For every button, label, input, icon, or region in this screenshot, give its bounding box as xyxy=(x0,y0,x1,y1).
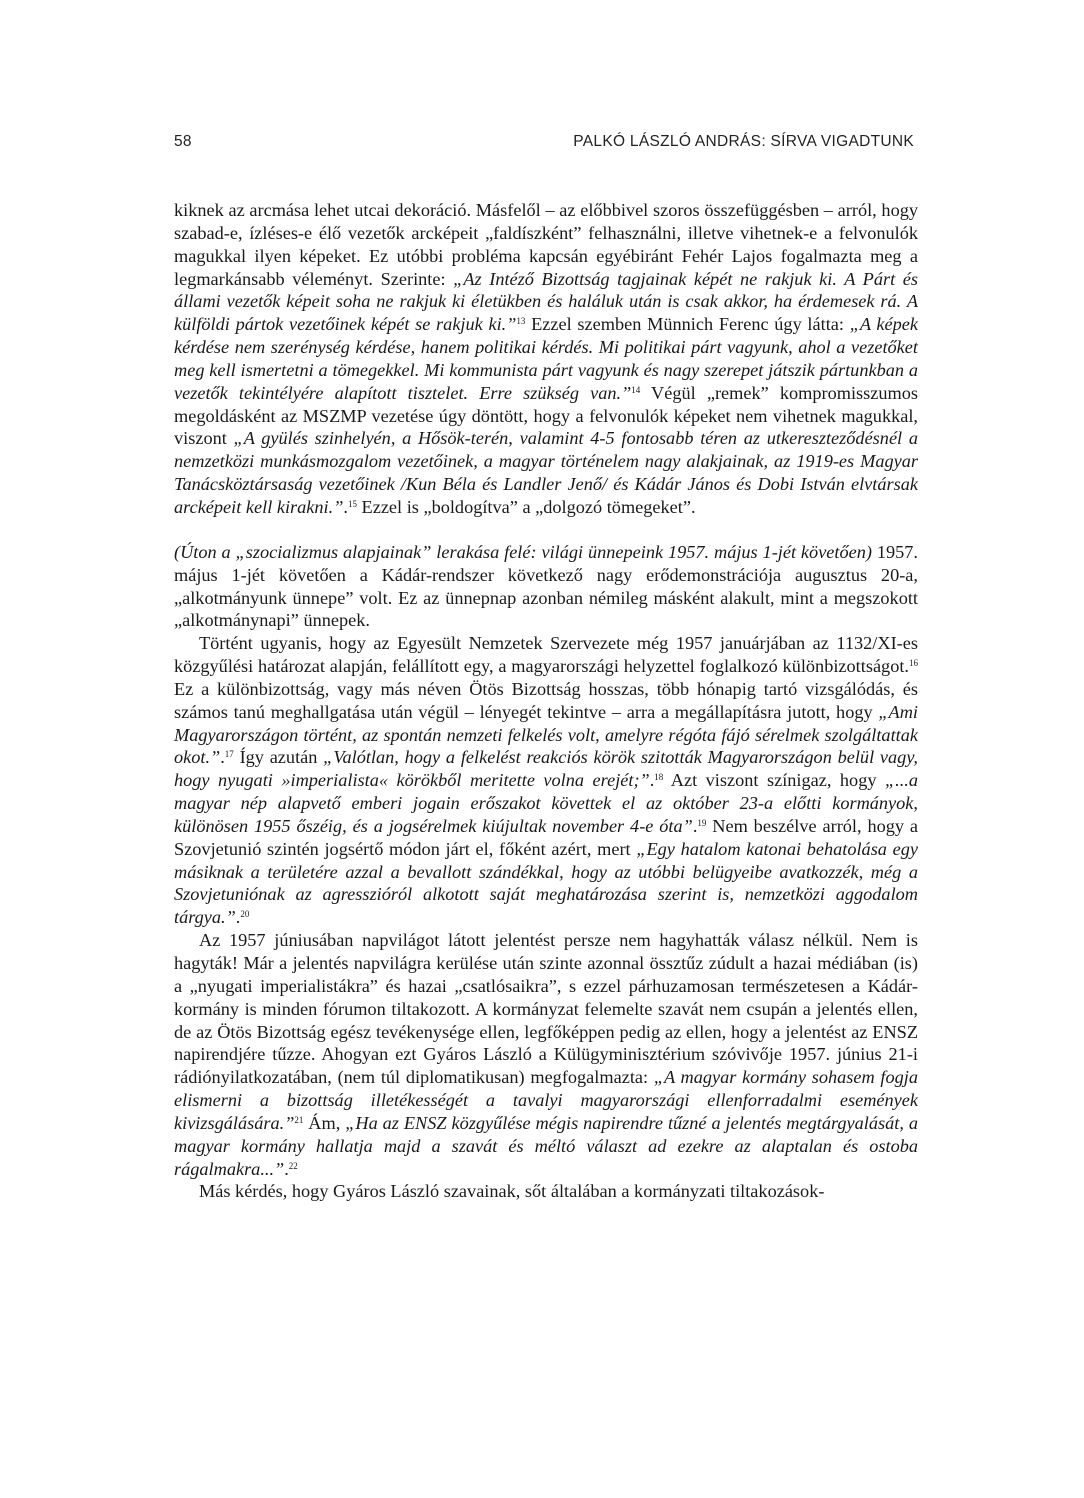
punctuation: . xyxy=(220,747,225,768)
section-heading: (Úton a „szocializmus alapjainak” lerakása felé: világi ünnepeink 1957. május 1-jét követően) xyxy=(174,541,872,562)
footnote-ref-15: 15 xyxy=(347,498,357,509)
quote: „A gyülés szinhelyén, a Hősök-terén, valamint 4-5 fontosabb téren az utkereszteződésnél a nemzetközi munkásmozgalom vezetőinek, a magyar történelem nagy alakjainak, az 1919-es Magyar Tanácsköztársaság vezetőinek /Kun Béla és Landler Jenő/ és Kádár János és Dobi István elvtársak arcképeit kell kirakni.” xyxy=(174,428,918,517)
footnote-ref-16: 16 xyxy=(909,658,918,669)
page-number: 58 xyxy=(174,133,192,150)
text-run: Történt ugyanis, hogy az Egyesült Nemzetek Szervezete még 1957 januárjában az 1132/XI-es közgyűlési határozat alapján, felállított egy, a magyarországi helyzettel foglalkozó különbizottságot. xyxy=(174,633,918,677)
text-run: Végül „remek” kompromisszumos megoldásként az MSZMP vezetése úgy döntött, hogy a felvonulók képeket nem vihetnek magukkal, viszont xyxy=(174,382,918,449)
footnote-ref-14: 14 xyxy=(631,384,641,395)
body-text xyxy=(174,199,918,1203)
text-run: Ezzel szemben Münnich Ferenc úgy látta: xyxy=(525,314,850,335)
paragraph-3 xyxy=(174,632,918,929)
quote: „...a magyar nép alapvető emberi jogain erőszakot követtek el az október 23-a előtti kormányok, különösen 1955 őszéig, és a jogsérelmek kiújultak november 4-e óta” xyxy=(174,770,918,836)
paragraph-4 xyxy=(174,929,918,1180)
paragraph-2 xyxy=(174,541,918,632)
quote: „Valótlan, hogy a felkelést reakciós körök szitották Magyarországon belül vagy, hogy nyugati »imperialista« körökből meritette volna erejét;” xyxy=(174,747,918,791)
footnote-ref-22: 22 xyxy=(288,1160,298,1171)
footnote-ref-19: 19 xyxy=(697,817,707,828)
paragraph-1 xyxy=(174,199,918,519)
text-run: Ám, xyxy=(303,1112,346,1133)
quote: „Egy hatalom katonai behatolása egy másiknak a területére azzal a bevallott szándékkal, hogy az utóbbi belügyeibe avatkozzék, még a Szovjetuniónak az agresszióról alkotott saját meghatározása szerint is, nemzetközi aggodalom tárgya.” xyxy=(174,838,918,928)
running-title: PALKÓ LÁSZLÓ ANDRÁS: SÍRVA VIGADTUNK xyxy=(573,133,914,150)
text-run: Nem beszélve arról, hogy a Szovjetunió szintén jogsértő módon járt el, főként azért, mert xyxy=(174,815,919,859)
quote: „A magyar kormány sohasem fogja elismerni a bizottság illetékességét a tavalyi magyarországi ellenforradalmi események kivizsgálására.” xyxy=(174,1067,918,1133)
punctuation: . xyxy=(649,770,655,791)
quote: „A képek kérdése nem szerénység kérdése, hanem politikai kérdés. Mi politikai párt vagyunk, ahol a vezetőket meg kell ismertetni a tömegekkel. Mi kommunista párt vagyunk és nagy szerepet játszik pártunkban a vezetők tekintélyére alapított tisztelet. Erre szükség van.” xyxy=(174,314,919,403)
quote: „Ami Magyarországon történt, az spontán nemzeti felkelés volt, amelyre régóta fájó sérelmek szolgáltattak okot.” xyxy=(174,701,918,768)
punctuation: . xyxy=(692,815,698,836)
footnote-ref-17: 17 xyxy=(224,749,234,760)
text-run: Azt viszont színigaz, hogy xyxy=(663,770,885,791)
text-run: Más kérdés, hogy Gyáros László szavainak, sőt általában a kormányzati tiltakozások- xyxy=(199,1181,825,1202)
text-run: Így azután xyxy=(233,747,324,768)
quote: „Az Intéző Bizottság tagjainak képét ne rakjuk ki. A Párt és állami vezetők képeit soha ne rakjuk ki életükben és haláluk után is csak akkor, ha érdemesek rá. A külföldi pártok vezetőinek képét se rakjuk ki.” xyxy=(174,268,918,335)
text-run: Ezzel is „boldogítva” a „dolgozó tömegeket”. xyxy=(356,496,696,517)
text-run: 1957. május 1-jét követően a Kádár-rendszer következő nagy erődemonstrációja augusztus 20-a, „alkotmányunk ünnepe” volt. Ez az ünnepnap azonban némileg másként alakult, mint a megszokott „alkotmánynapi” ünnepek. xyxy=(174,541,918,631)
text-run: Az 1957 júniusában napvilágot látott jelentést persze nem hagyhatták válasz nélkül. Nem is hagyták! Már a jelentés napvilágra kerülése után szinte azonnal össztűz zúdult a hazai médiában (is) a „nyugati imperialistákra” és hazai „csatlósaikra”, s ezzel párhuzamosan természetesen a Kádár-kormány is minden fórumon tiltakozott. A kormányzat felemelte szavát nem csupán a jelentés ellen, de az Ötös Bizottság egész tevékenysége ellen, legfőképpen pedig az ellen, hogy a jelentést az ENSZ napirendjére tűzze. Ahogyan ezt Gyáros László a Külügyminisztérium szóvivője 1957. június 21-i rádiónyilatkozatában, (nem túl diplomatikusan) megfogalmazta: xyxy=(174,930,918,1088)
footnote-ref-20: 20 xyxy=(240,909,250,920)
footnote-ref-21: 21 xyxy=(294,1114,304,1125)
punctuation: . xyxy=(343,496,348,517)
paragraph-5 xyxy=(174,1180,918,1203)
text-run: Ez a különbizottság, vagy más néven Ötös Bizottság hosszas, több hónapig tartó vizsgálódás, és számos tanú meghallgatása után végül – lényegét tekintve – arra a megállapításra jutott, hogy xyxy=(174,678,918,722)
quote: „Ha az ENSZ közgyűlése mégis napirendre tűzné a jelentés megtárgyalását, a magyar kormány hallatja majd a szavát és méltó választ ad ezekre az alaptalan és ostoba rágalmakra...” xyxy=(174,1112,918,1179)
footnote-ref-13: 13 xyxy=(516,316,526,327)
running-head xyxy=(174,133,914,157)
punctuation: . xyxy=(235,907,241,928)
footnote-ref-18: 18 xyxy=(654,772,664,783)
text-run: kiknek az arcmása lehet utcai dekoráció. Másfelől – az előbbivel szoros összefüggésben – arról, hogy szabad-e, ízléses-e élő vezetők arcképeit „faldíszként” felhasználni, illetve vihetnek-e a felvonulók magukkal ilyen képeket. Ez utóbbi probléma kapcsán egyébiránt Fehér Lajos fogalmazta meg a legmarkánsabb véleményt. Szerinte: xyxy=(174,200,918,289)
punctuation: . xyxy=(284,1158,289,1179)
